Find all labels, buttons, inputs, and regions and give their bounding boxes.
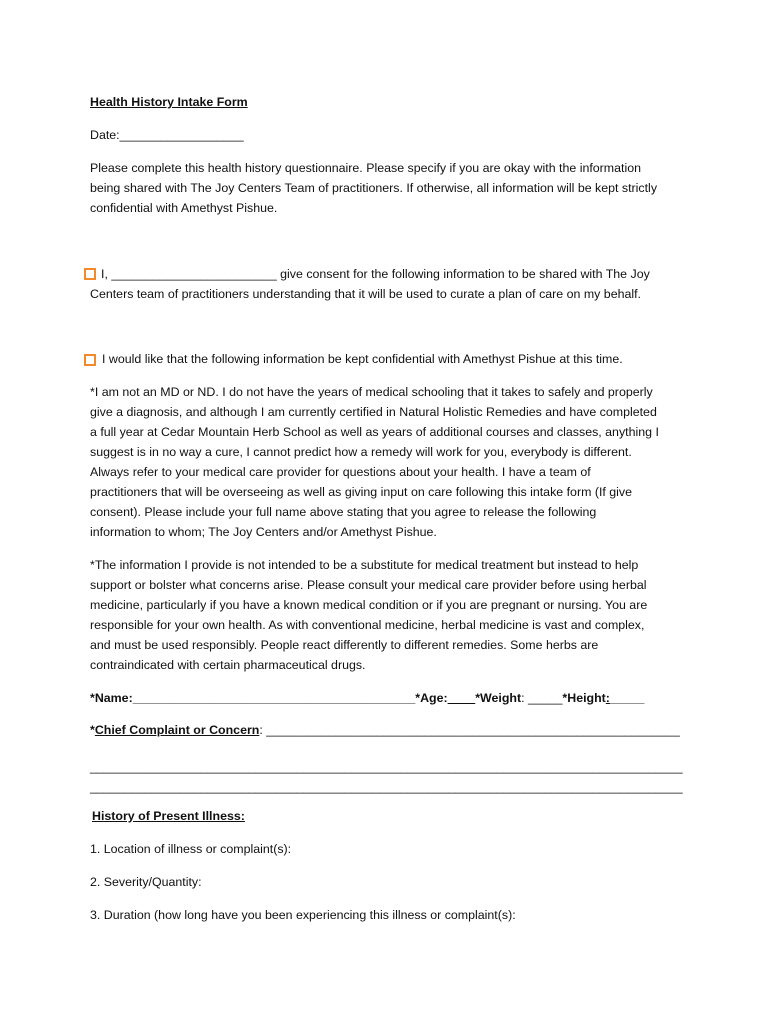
chief-complaint-line-3[interactable]: ______________________________________________________________________________________ <box>90 780 683 794</box>
disclaimer-line: *The information I provide is not intended to be a substitute for medical treatment but instead to help <box>90 558 639 572</box>
question-severity: 2. Severity/Quantity: <box>90 875 202 889</box>
disclaimer-line: medicine, particularly if you have a known medical condition or if you are pregnant or nursing. You are <box>90 598 648 612</box>
chief-complaint-field[interactable]: : ____________________________________________________________ <box>259 723 680 737</box>
disclaimer-line: contraindicated with certain pharmaceutical drugs. <box>90 658 366 672</box>
intro-line: being shared with The Joy Centers Team of practitioners. If otherwise, all information will be kept strictly <box>90 181 658 195</box>
basic-info-row <box>90 688 644 708</box>
height-field[interactable]: _____ <box>609 691 645 705</box>
consent-share-checkbox[interactable] <box>84 268 96 280</box>
consent-share-text-cont <box>90 284 690 304</box>
age-label: *Age: <box>415 691 448 705</box>
disclaimer-line: responsible for your own health. As with conventional medicine, herbal medicine is vast and complex, <box>90 618 645 632</box>
intro-paragraph <box>90 158 690 218</box>
disclaimer-line: Always refer to your medical care provider for questions about your health. I have a team of <box>90 465 591 479</box>
name-label: *Name: <box>90 691 133 705</box>
weight-label: *Weight <box>475 691 522 705</box>
disclaimer-line: a full year at Cedar Mountain Herb School as well as years of additional courses and classes, anything I <box>90 425 659 439</box>
disclaimer-line: give a diagnosis, and although I am currently certified in Natural Holistic Remedies and have completed <box>90 405 657 419</box>
height-colon: : <box>605 691 610 705</box>
disclaimer-line: practitioners that will be overseeing as well as giving input on care following this intake form (If give <box>90 485 633 499</box>
chief-complaint-star: * <box>90 723 95 737</box>
age-field[interactable]: ____ <box>447 691 476 705</box>
consent-share-line: Centers team of practitioners understanding that it will be used to curate a plan of care on my behalf. <box>90 287 642 301</box>
consent-share-line: I, ________________________ give consent for the following information to be shared with The Joy <box>101 267 650 281</box>
disclaimer-paragraph-2 <box>90 555 690 675</box>
consent-confidential-text: I would like that the following information be kept confidential with Amethyst Pishue at this time. <box>102 352 623 366</box>
name-field[interactable]: _________________________________________ <box>132 691 416 705</box>
intro-line: confidential with Amethyst Pishue. <box>90 201 278 215</box>
form-title: Health History Intake Form <box>90 95 248 109</box>
chief-complaint-line-2[interactable]: ______________________________________________________________________________________ <box>90 760 683 774</box>
disclaimer-paragraph-1 <box>90 382 690 542</box>
disclaimer-line: *I am not an MD or ND. I do not have the years of medical schooling that it takes to safely and properly <box>90 385 653 399</box>
height-label: *Height <box>562 691 606 705</box>
disclaimer-line: and must be used responsibly. People react differently to different remedies. Some herbs are <box>90 638 599 652</box>
chief-complaint-label: Chief Complaint or Concern <box>94 723 260 737</box>
disclaimer-line: suggest is in no way a cure, I cannot predict how a remedy will work for you, everybody is different. <box>90 445 632 459</box>
date-field[interactable]: Date:__________________ <box>90 128 244 142</box>
disclaimer-line: consent). Please include your full name above stating that you agree to release the following <box>90 505 597 519</box>
chief-complaint-row <box>90 720 680 740</box>
history-present-illness-heading: History of Present Illness: <box>92 809 245 823</box>
weight-field[interactable]: : _____ <box>521 691 563 705</box>
consent-share-text <box>101 264 701 284</box>
intro-line: Please complete this health history questionnaire. Please specify if you are okay with the information <box>90 161 641 175</box>
disclaimer-line: support or bolster what concerns arise. Please consult your medical care provider before using herbal <box>90 578 647 592</box>
question-location: 1. Location of illness or complaint(s): <box>90 842 292 856</box>
consent-confidential-checkbox[interactable] <box>84 354 96 366</box>
question-duration: 3. Duration (how long have you been experiencing this illness or complaint(s): <box>90 908 516 922</box>
disclaimer-line: information to whom; The Joy Centers and/or Amethyst Pishue. <box>90 525 437 539</box>
